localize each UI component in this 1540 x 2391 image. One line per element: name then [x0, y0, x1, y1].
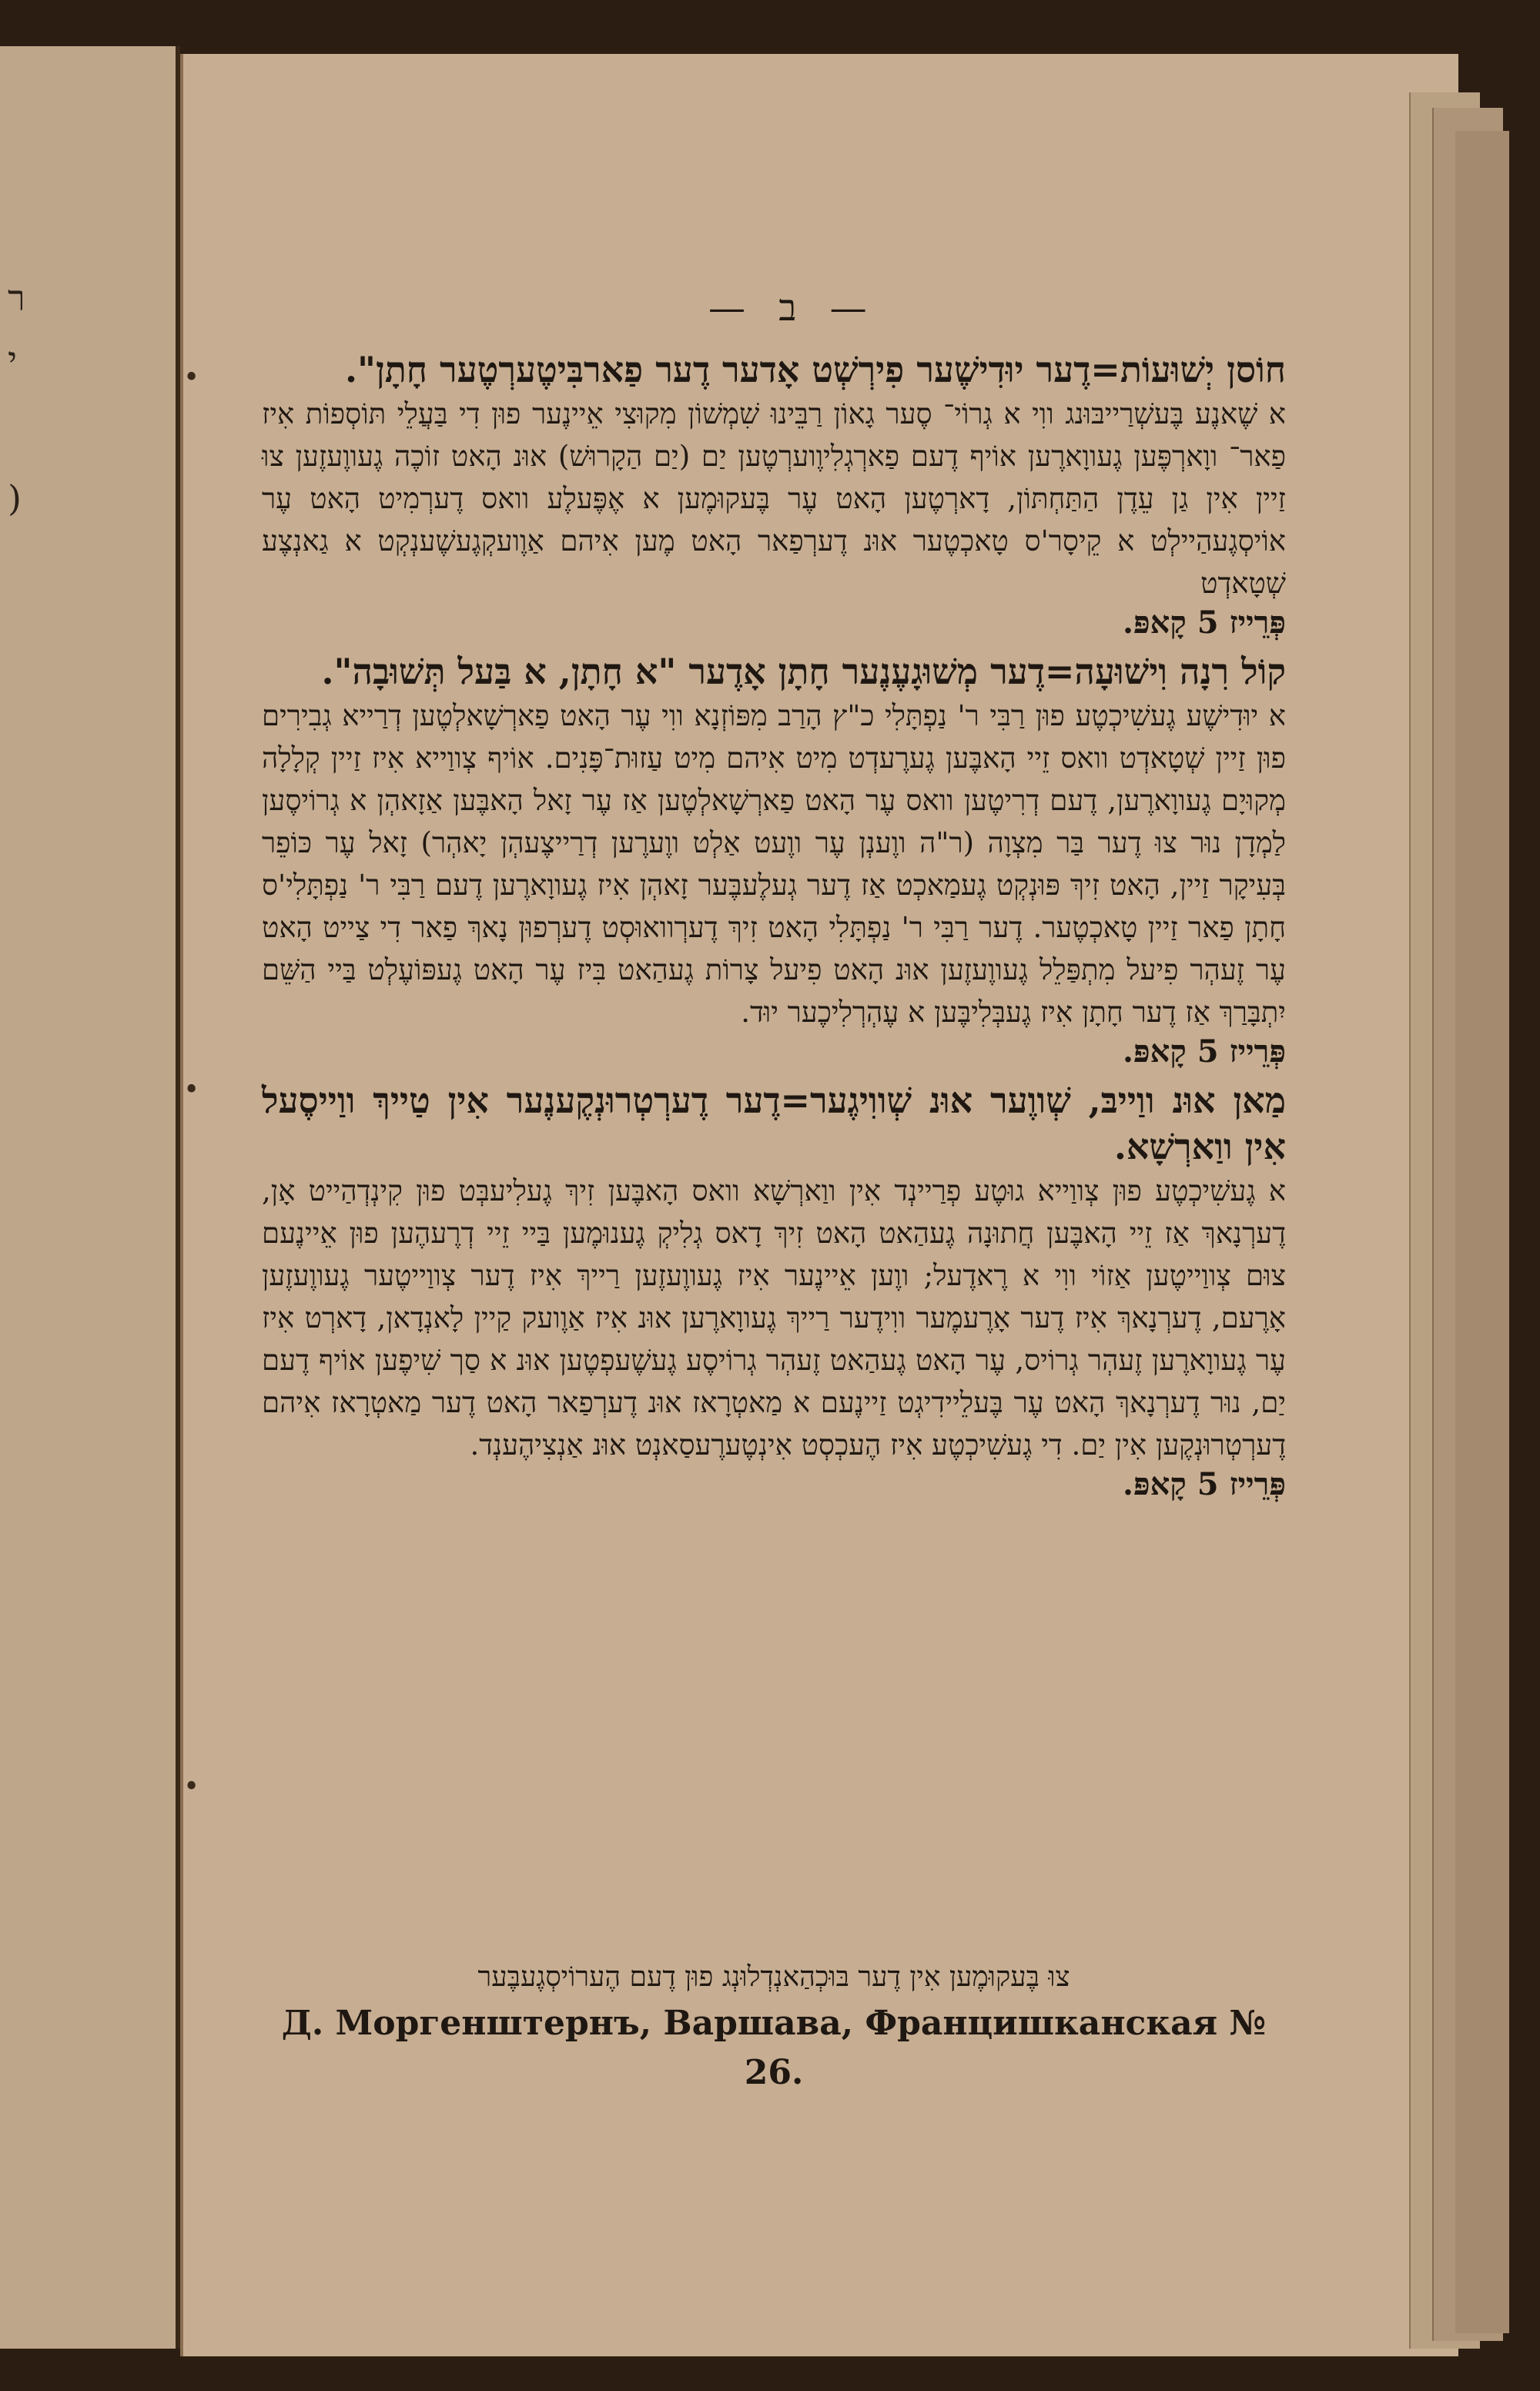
margin-hole-mark: • [183, 1074, 200, 1106]
entry-price: פְּרֵייז 5 קָאפּ. [1122, 604, 1286, 641]
catalog-listing [262, 347, 1286, 1502]
catalog-entry [262, 347, 1286, 641]
page-number: — ב — [708, 286, 878, 330]
entry-title: קוֹל רִנָה וִישׁוּעָה=דֶער מְשׁוּגָעֶנֶער חָתָן אָדֶער "א חָתָן, א בַּעל תְּשׁוּבָה". [321, 651, 1286, 692]
entry-description: א יוּדִישֶׁע גֶעשִׁיכְטֶע פוּן רַבִּי ר' נַפְתָּלִי כ"ץ הָרַב מִפּוֹזְנָא ווִי עֶר הָאט פַארְשָׁאלְטֶען דְרַייא גְבִירִים פוּן זַיין שְׁטָאדְט וואס זֵיי הָאבֶּען גֶערֶעדְט מִיט אִיהם מִיט עַזוּת־פָּנִים. אוֹיף צְווַייא אִיז זַיין קְלָלָה מְקוּיָם גֶעווָארֶען, דֶעם דְרִיטֶען וואס עֶר הָאט פַארְשָׁאלְטֶען אַז עֶר זָאל הָאבֶּען אַזָאהְן א גְרוֹיסֶען לַמְדָן נוּר צוּ דֶער בַּר מִצְוָה (ר"ה ווֶענְן עֶר ווֶעט אַלְט ווֶערֶען דְרַייצֶעהְן יָאהְר) זָאל עֶר כּוֹפֵר בְּעִיקָר זַיין, הָאט זִיךְ פּוּנְקְט גֶעמַאכְט אַז דֶער גְעלֶעבֶּער זָאהְן אִיז גֶעווָארֶען דֶעם רַבִּי ר' נַפְתָּלִי'ס חָתָן פַאר זַיין טָאכְטֶער. דֶער רַבִּי ר' נַפְתָּלִי הָאט זִיךְ דֶערְוואוּסְט דֶערְפוּן נָאךְ פַאר דִי צַייט הָאט עֶר זֶעהְר פִיעל מִתְפַּלֵל גֶעווֶעזֶען אוּנ הָאט פִיעל צָרוֹת גֶעהַאט בִּיז עֶר הָאט גֶעפּוֹעֶלְט בַּיי הַשֵּׁם יִתְבָּרַךְ אַז דֶער חָתָן אִיז גֶעבְּלִיבֶּען א עֶהְרְלִיכֶער יוּד. [262, 699, 1286, 1029]
entry-title: חוֹסן יְשׁוּעוֹת=דֶער יוּדִישֶׁער פִירְשְׁט אָדער דֶער פַארבִּיטֶערְטֶער חָתָן". [344, 349, 1286, 390]
page-edge [1455, 131, 1509, 2333]
margin-hole-mark: • [183, 362, 200, 393]
left-page-edge [0, 46, 180, 2349]
catalog-entry [262, 648, 1286, 1070]
entry-price: פְּרֵייז 5 קָאפּ. [1122, 1033, 1286, 1070]
left-page-fragment: ר [8, 277, 25, 319]
left-page-fragment: ) [8, 477, 22, 519]
entry-price: פְּרֵייז 5 קָאפּ. [1122, 1466, 1286, 1502]
entry-description: א שֶׁאנֶע בֶּעשְׁרַייבּוּנג ווִי א גְרוֹי־ סֶער גָאוֹן רַבֵּינוּ שִׁמְשׁוֹן מִקוּצִי אֵיינֶער פוּן דִי בַּעֲלֵי תּוֹסְפוֹת אִיז פַאר־ ווָארְפֶּען גֶעווָארֶען אוֹיף דֶעם פַארְגְלִיוֶוערְטֶען יַם (יַם הַקָרוּשׁ) אוּנ הָאט זוֹכֶה גֶעווֶעזֶען צוּ זַיין אִין גַן עֵדֶן הַתַּחְתּוֹן, דָארְטֶען הָאט עֶר בֶּעקוּמֶען א אֶפֶּעלֶע וואס דֶערְמִיט הָאט עֶר אוֹיסְגֶעהַיילְט א קֵיסָר'ס טָאכְטֶער אוּנ דֶערְפַאר הָאט מֶען אִיהם אַוֶועקְגֶעשֶׁענְקְט א גַאנְצֶע שְׁטָאדְט [262, 397, 1286, 600]
left-page-fragment: י [8, 339, 18, 380]
publisher-footer [262, 1956, 1286, 2098]
entry-description: א גֶעשִׁיכְטֶע פוּן צְווַייא גוּטֶע פְרַיינְד אִין ווַארְשָׁא וואס הָאבֶּען זִיךְ גֶעלִיעבְּט פוּן קִינְדְהַייט אָן, דֶערְנָאךְ אַז זֵיי הָאבֶּען חֲתוּנָה גֶעהַאט הָאט זִיךְ דָאס גְלִיקְ גֶענוּמֶען בַּיי זֵיי דְרֶעהֶען פוּן אֵיינֶעם צוּם צְווַייטֶען אַזוֹי ווִי א רֶאדֶעל; ווֶען אֵיינֶער אִיז גֶעווֶעזֶען רַייךְ אִיז דֶער צְווַייטֶער גֶעווֶעזֶען אָרֶעם, דֶערְנָאךְ אִיז דֶער אָרֶעמֶער ווִידֶער רַייךְ גֶעווָארֶען אוּנ אִיז אַוֶועק קַיין לָאנְדָאן, דָארְט אִיז עֶר גֶעווָארֶען זֶעהְר גְרוֹיס, עֶר הָאט גֶעהַאט זֶעהְר גְרוֹיסֶע גֶעשֶׁעפְטֶען אוּנ א סַך שִׁיפֶען אוֹיף דֶעם יַם, נוּר דֶערְנָאךְ הָאט עֶר בֶּעלֵיידִיגְט זַיינֶעם א מַאטְרָאז אוּנ דֶערְפַאר הָאט דֶער מַאטְרָאז אִיהם דֶערְטְרוּנְקֶען אִין יַם. דִי גֶעשִׁיכְטֶע אִיז הֶעכְסְט אִינְטֶערֶעסַאנְט אוּנ אַנְצִיהֶענְד. [262, 1174, 1287, 1462]
catalog-entry [262, 1077, 1286, 1502]
publisher-address: Д. Моргенштернъ, Варшава, Францишканская № 26. [281, 2004, 1267, 2092]
entry-title: מַאן אוּנ ווַייבּ, שְׁווֶער אוּנ שְׁווִיגֶער=דֶער דֶערְטְרוּנְקֶענֶער אִין טַייךְ ווַייסֶעל אִין ווַארְשָׁא. [262, 1080, 1286, 1167]
margin-hole-mark: • [183, 1771, 200, 1803]
publisher-note: צוּ בֶּעקוּמֶען אִין דֶער בּוּכְהַאנְדְלוּנְג פוּן דֶעם הֶערוֹיסְגֶעבֶּער [477, 1961, 1070, 1993]
